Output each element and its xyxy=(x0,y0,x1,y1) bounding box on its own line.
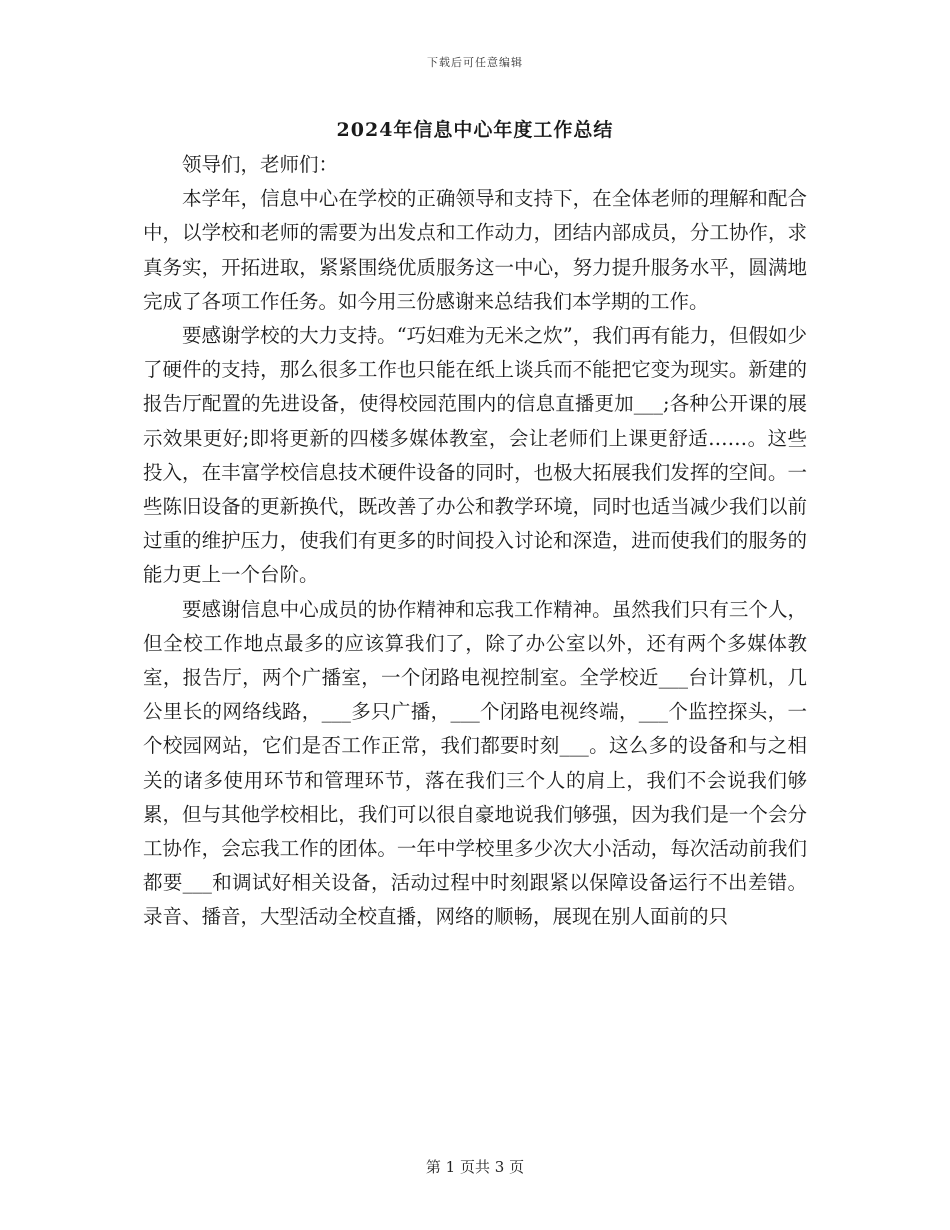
page-number-footer: 第 1 页共 3 页 xyxy=(425,1158,525,1176)
salutation: 领导们，老师们： xyxy=(182,153,339,176)
paragraph-school-support: 要感谢学校的大力支持。“巧妇难为无米之炊”，我们再有能力，但假如少了硬件的支持，那么很多工作也只能在纸上谈兵而不能把它变为现实。新建的报告厅配置的先进设备，使得校园范围内的信息直播更加___;各种公开课的展示效果更好;即将更新的四楼多媒体教室，会让老师们上课更舒适……。这些投入，在丰富学校信息技术硬件设备的同时，也极大拓展我们发挥的空间。一些陈旧设备的更新换代，既改善了办公和教学环境，同时也适当减少我们以前过重的维护压力，使我们有更多的时间投入讨论和深造，进而使我们的服务的能力更上一个台阶。 xyxy=(143,324,807,587)
paragraph-intro: 本学年，信息中心在学校的正确领导和支持下，在全体老师的理解和配合中，以学校和老师的需要为出发点和工作动力，团结内部成员，分工协作，求真务实，开拓进取，紧紧围绕优质服务这一中心，努力提升服务水平，圆满地完成了各项工作任务。如今用三份感谢来总结我们本学期的工作。 xyxy=(143,187,807,313)
page-header-note: 下载后可任意编辑 xyxy=(427,56,523,69)
document-title: 2024年信息中心年度工作总结 xyxy=(336,119,614,141)
paragraph-team-spirit: 要感谢信息中心成员的协作精神和忘我工作精神。虽然我们只有三个人，但全校工作地点最多的应该算我们了，除了办公室以外，还有两个多媒体教室，报告厅，两个广播室，一个闭路电视控制室。全学校近___台计算机，几公里长的网络线路，___多只广播，___个闭路电视终端，___个监控探头，一个校园网站，它们是否工作正常，我们都要时刻___。这么多的设备和与之相关的诸多使用环节和管理环节，落在我们三个人的肩上，我们不会说我们够累，但与其他学校相比，我们可以很自豪地说我们够强，因为我们是一个会分工协作，会忘我工作的团体。一年中学校里多少次大小活动，每次活动前我们都要___和调试好相关设备，活动过程中时刻跟紧以保障设备运行不出差错。录音、播音，大型活动全校直播，网络的顺畅，展现在别人面前的只 xyxy=(143,597,807,929)
document-body xyxy=(143,148,807,935)
